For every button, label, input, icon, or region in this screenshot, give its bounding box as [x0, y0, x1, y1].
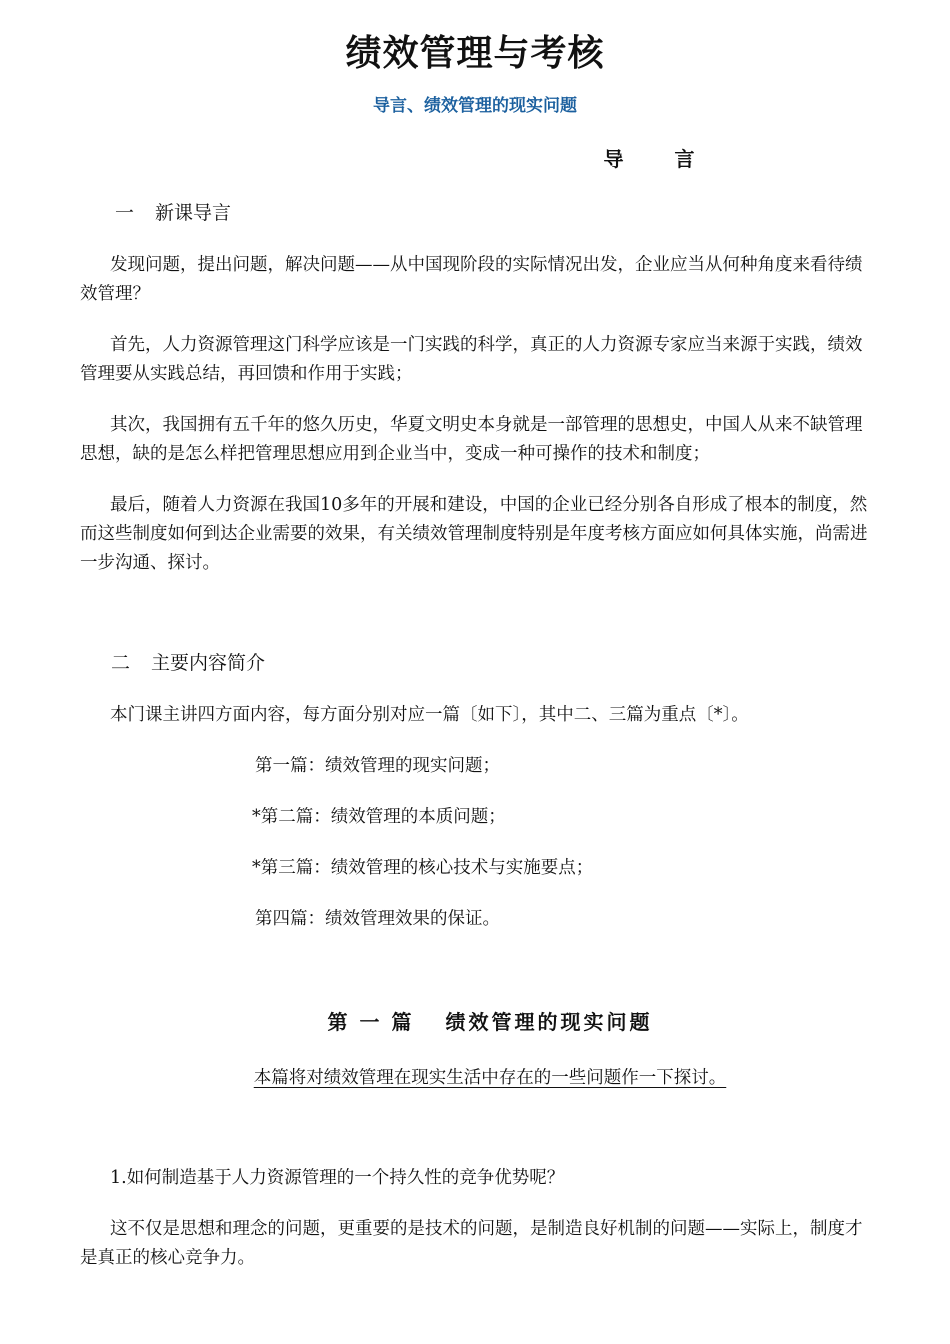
answer-1-paragraph: 这不仅是思想和理念的问题，更重要的是技术的问题，是制造良好机制的问题——实际上，制度才是真正的核心竞争力。	[80, 1219, 863, 1268]
section-1-paragraph: 最后，随着人力资源在我国10多年的开展和建设，中国的企业已经分别各自形成了根本的制度，然而这些制度如何到达企业需要的效果，有关绩效管理制度特别是年度考核方面应如何具体实施，尚需进一步沟通、探讨。	[80, 495, 868, 573]
intro-heading: 导 言	[603, 147, 717, 171]
section-1-title: 新课导言	[155, 202, 232, 224]
contents-list-item: 第一篇：绩效管理的现实问题；	[255, 756, 500, 776]
contents-list-item: *第三篇：绩效管理的核心技术与实施要点；	[252, 858, 594, 878]
part-1-title: 绩效管理的现实问题	[445, 1010, 653, 1034]
part-1-label: 第一篇	[327, 1010, 424, 1034]
section-2-intro: 本门课主讲四方面内容，每方面分别对应一篇〔如下〕，其中二、三篇为重点〔*〕。	[110, 705, 749, 725]
section-2-number: 二	[111, 652, 131, 674]
section-1-number: 一	[115, 202, 135, 224]
contents-list-item: *第二篇：绩效管理的本质问题；	[252, 807, 506, 827]
part-1-description-text: 本篇将对绩效管理在现实生活中存在的一些问题作一下探讨。	[253, 1068, 727, 1088]
question-1: 1.如何制造基于人力资源管理的一个持久性的竞争优势呢？	[110, 1168, 565, 1188]
section-1-paragraph: 其次，我国拥有五千年的悠久历史，华夏文明史本身就是一部管理的思想史，中国人从来不缺管理思想，缺的是怎么样把管理思想应用到企业当中，变成一种可操作的技术和制度；	[80, 415, 863, 464]
section-2-heading	[111, 648, 265, 678]
section-2-title: 主要内容简介	[151, 652, 266, 674]
part-1-description	[0, 1064, 950, 1093]
document-title: 绩效管理与考核	[345, 33, 605, 74]
contents-list-item: 第四篇：绩效管理效果的保证。	[255, 909, 500, 929]
document-subtitle: 导言、绩效管理的现实问题	[373, 96, 577, 116]
section-1-paragraph: 首先，人力资源管理这门科学应该是一门实践的科学，真正的人力资源专家应当来源于实践，绩效管理要从实践总结，再回馈和作用于实践；	[80, 335, 863, 384]
section-1-paragraph: 发现问题，提出问题，解决问题——从中国现阶段的实际情况出发，企业应当从何种角度来看待绩效管理？	[80, 255, 863, 304]
part-1-heading	[0, 1007, 950, 1037]
section-1-heading	[115, 198, 231, 228]
